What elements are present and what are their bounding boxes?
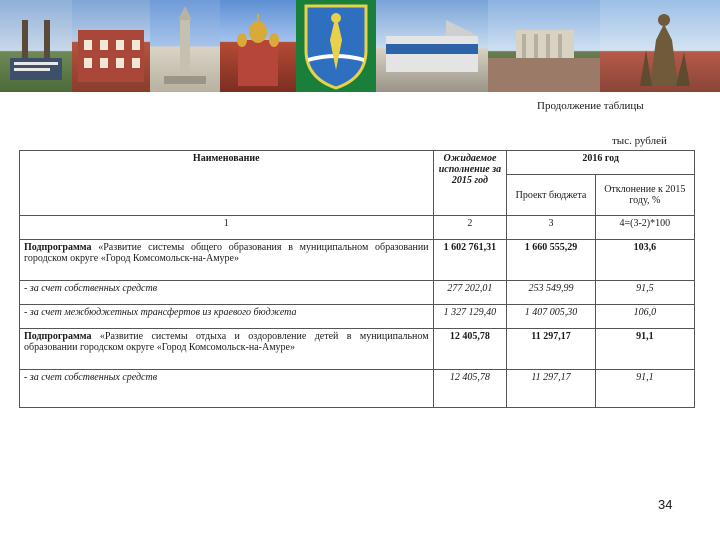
row-label — [20, 329, 434, 370]
row-project: 253 549,99 — [507, 280, 595, 304]
row-label-bold: Подпрограмма — [24, 331, 92, 343]
row-project: 1 407 005,30 — [507, 305, 595, 329]
page-number: 34 — [658, 497, 673, 512]
row-project: 11 297,17 — [507, 329, 595, 370]
row-label-text: «Развитие системы общего образования в муниципальном образовании городском округе «Город Комсомольск-на-Амуре» — [24, 242, 429, 265]
row-expected: 1 602 761,31 — [433, 240, 507, 281]
table-row — [20, 329, 695, 370]
red-building-photo — [72, 0, 150, 92]
row-label — [20, 240, 434, 281]
row-deviation: 91,1 — [595, 329, 694, 370]
theatre-square-photo — [488, 0, 600, 92]
sculpture-photo — [600, 0, 720, 92]
row-expected: 277 202,01 — [433, 280, 507, 304]
coat-of-arms — [296, 0, 376, 92]
row-deviation: 103,6 — [595, 240, 694, 281]
header-year-group: 2016 год — [507, 151, 695, 175]
row-label: - за счет межбюджетных трансфертов из краевого бюджета — [20, 305, 434, 329]
row-deviation: 91,1 — [595, 370, 694, 408]
monument-photo — [150, 0, 220, 92]
row-project: 11 297,17 — [507, 370, 595, 408]
col-number: 1 — [20, 215, 434, 239]
table-row — [20, 280, 695, 304]
row-expected: 12 405,78 — [433, 329, 507, 370]
arena-building-photo — [376, 0, 488, 92]
row-label-text: «Развитие системы отдыха и оздоровление детей в муниципальном образовании городском округе «Город Комсомольск-на-Амуре» — [24, 331, 429, 354]
header-project: Проект бюджета — [507, 175, 595, 216]
table-row — [20, 370, 695, 408]
row-deviation: 91,5 — [595, 280, 694, 304]
budget-table — [19, 150, 695, 408]
col-number: 3 — [507, 215, 595, 239]
city-sign-photo — [0, 0, 72, 92]
column-numbers-row — [20, 215, 695, 239]
table-row — [20, 240, 695, 281]
row-expected: 12 405,78 — [433, 370, 507, 408]
row-label-bold: Подпрограмма — [24, 242, 92, 254]
table-row — [20, 305, 695, 329]
continuation-label: Продолжение таблицы — [537, 100, 644, 112]
header-expected: Ожидаемое исполнение за 2015 год — [433, 151, 507, 216]
row-project: 1 660 555,29 — [507, 240, 595, 281]
col-number: 4=(3-2)*100 — [595, 215, 694, 239]
col-number: 2 — [433, 215, 507, 239]
header-deviation: Отклонение к 2015 году, % — [595, 175, 694, 216]
photo-banner — [0, 0, 720, 92]
units-label: тыс. рублей — [612, 135, 667, 147]
cathedral-photo — [220, 0, 296, 92]
row-label: - за счет собственных средств — [20, 370, 434, 408]
row-expected: 1 327 129,40 — [433, 305, 507, 329]
header-row — [20, 151, 695, 175]
row-label: - за счет собственных средств — [20, 280, 434, 304]
row-deviation: 106,0 — [595, 305, 694, 329]
header-name: Наименование — [20, 151, 434, 216]
